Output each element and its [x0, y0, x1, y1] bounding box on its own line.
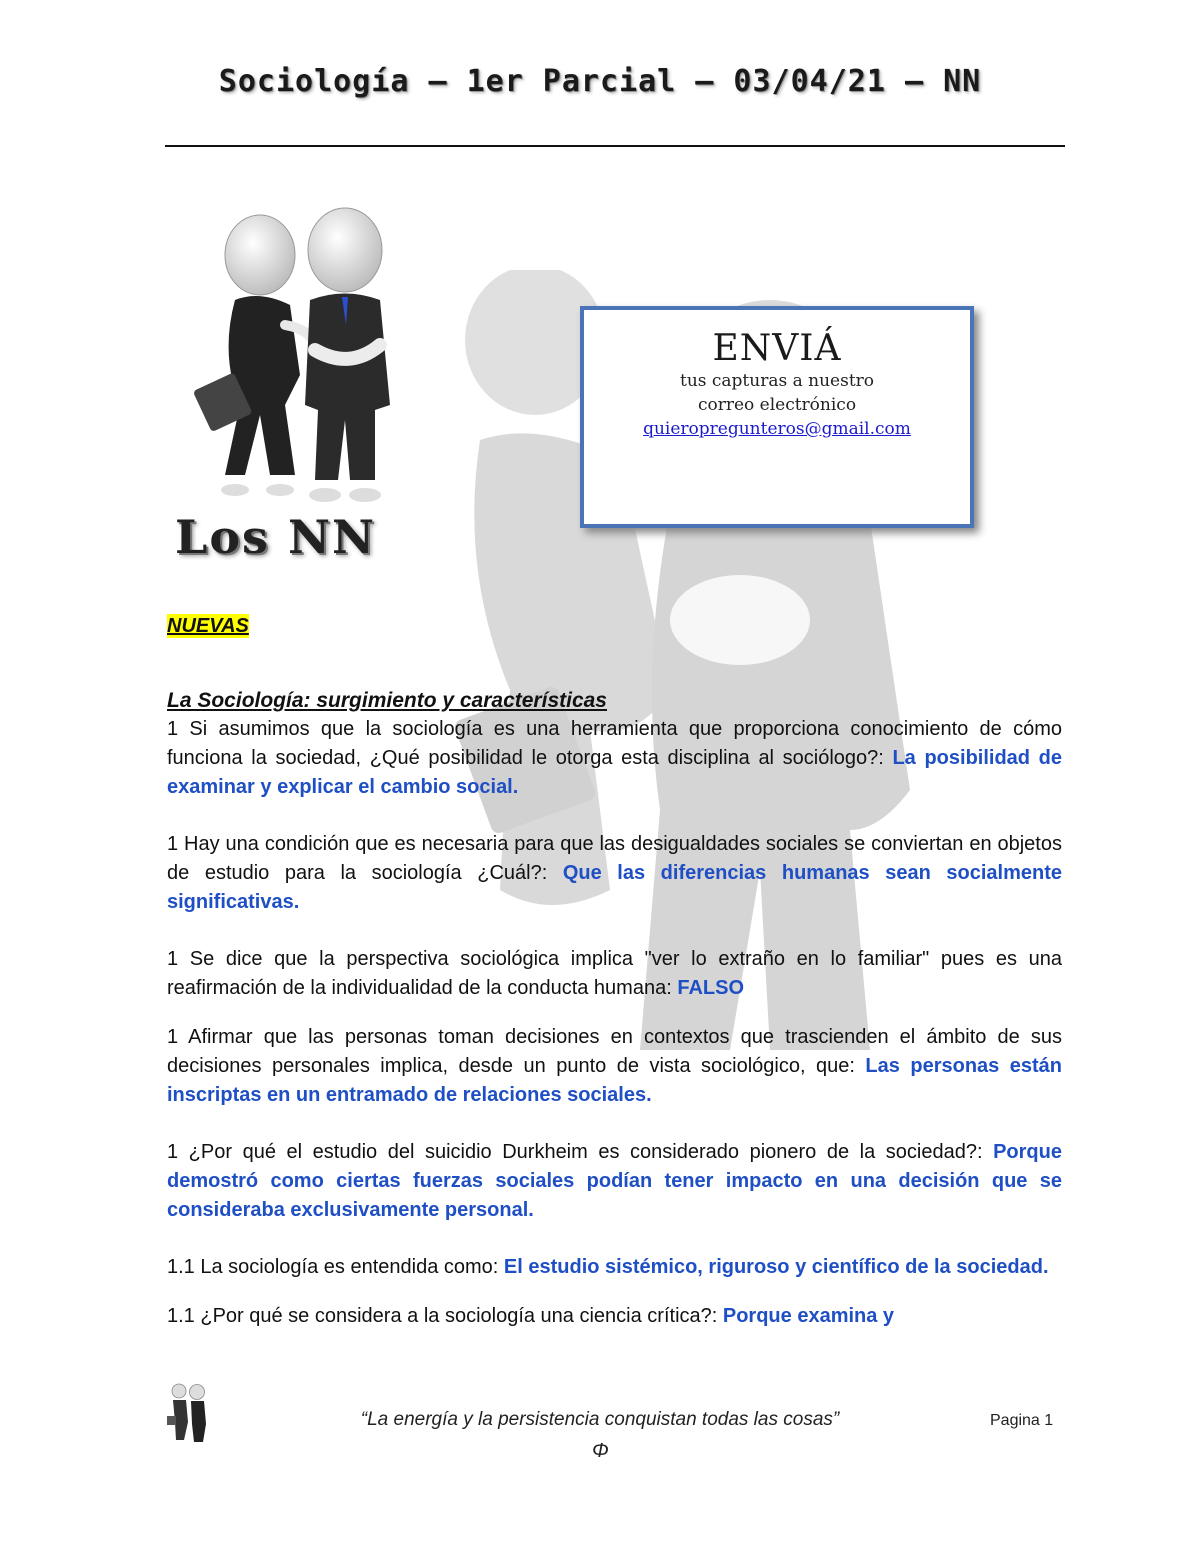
- answer-text: La posibilidad de examinar y explicar el cambio social.: [167, 747, 1062, 798]
- document-body: [167, 612, 1062, 1331]
- question-4: [167, 1023, 1062, 1110]
- promo-line-1: tus capturas a nuestro: [679, 371, 875, 391]
- question-text: 1 Hay una condición que es necesaria para que las desigualdades sociales se conviertan en objetos de estudio para la sociología ¿Cuál?:: [167, 833, 1062, 884]
- footer-quote: “La energía y la persistencia conquistan todas las cosas”: [360, 1409, 840, 1430]
- answer-text: Porque examina y: [722, 1305, 895, 1327]
- section-title: La Sociología: surgimiento y características: [167, 689, 607, 712]
- answer-text: Las personas están inscriptas en un entramado de relaciones sociales.: [167, 1055, 1062, 1106]
- footer-couple-icon: [166, 1382, 212, 1446]
- question-7: [167, 1302, 1062, 1331]
- promo-title: ENVIÁ: [712, 328, 842, 369]
- answer-text: FALSO: [677, 977, 744, 999]
- new-label: NUEVAS: [167, 615, 249, 637]
- logo-text: Los NN: [175, 510, 377, 564]
- answer-text: El estudio sistémico, riguroso y científico de la sociedad.: [503, 1256, 1049, 1278]
- question-text: 1 ¿Por qué el estudio del suicidio Durkheim es considerado pionero de la sociedad?:: [167, 1141, 994, 1163]
- question-3: [167, 945, 1062, 1003]
- question-text: 1 Si asumimos que la sociología es una herramienta que proporciona conocimiento de cómo funciona la sociedad, ¿Qué posibilidad le otorga esta disciplina al sociólogo?:: [167, 718, 1062, 769]
- promo-box: [580, 306, 974, 528]
- header-divider: [165, 145, 1065, 147]
- page-number: Pagina 1: [990, 1412, 1054, 1429]
- page-header-title: Sociología – 1er Parcial – 03/04/21 – NN: [218, 64, 982, 99]
- question-text: 1.1 La sociología es entendida como:: [167, 1256, 504, 1278]
- answer-text: Porque demostró como ciertas fuerzas sociales podían tener impacto en una decisión que se consideraba exclusivamente personal.: [167, 1141, 1062, 1221]
- promo-line-2: correo electrónico: [697, 395, 857, 415]
- promo-email-link[interactable]: quieropregunteros@gmail.com: [643, 419, 911, 439]
- question-text: 1 Se dice que la perspectiva sociológica implica "ver lo extraño en lo familiar" pues es una reafirmación de la individualidad de la conducta humana:: [167, 948, 1062, 999]
- question-2: [167, 830, 1062, 917]
- business-couple-icon: [190, 205, 430, 515]
- question-text: 1.1 ¿Por qué se considera a la sociología una ciencia crítica?:: [167, 1305, 723, 1327]
- question-6: [167, 1253, 1062, 1282]
- answer-text: Que las diferencias humanas sean socialmente significativas.: [167, 862, 1062, 913]
- question-5: [167, 1138, 1062, 1225]
- question-1: [167, 715, 1062, 802]
- footer-symbol: Φ: [592, 1440, 609, 1462]
- question-text: 1 Afirmar que las personas toman decisiones en contextos que trascienden el ámbito de sus decisiones personales implica, desde un punto de vista sociológico, que:: [167, 1026, 1062, 1077]
